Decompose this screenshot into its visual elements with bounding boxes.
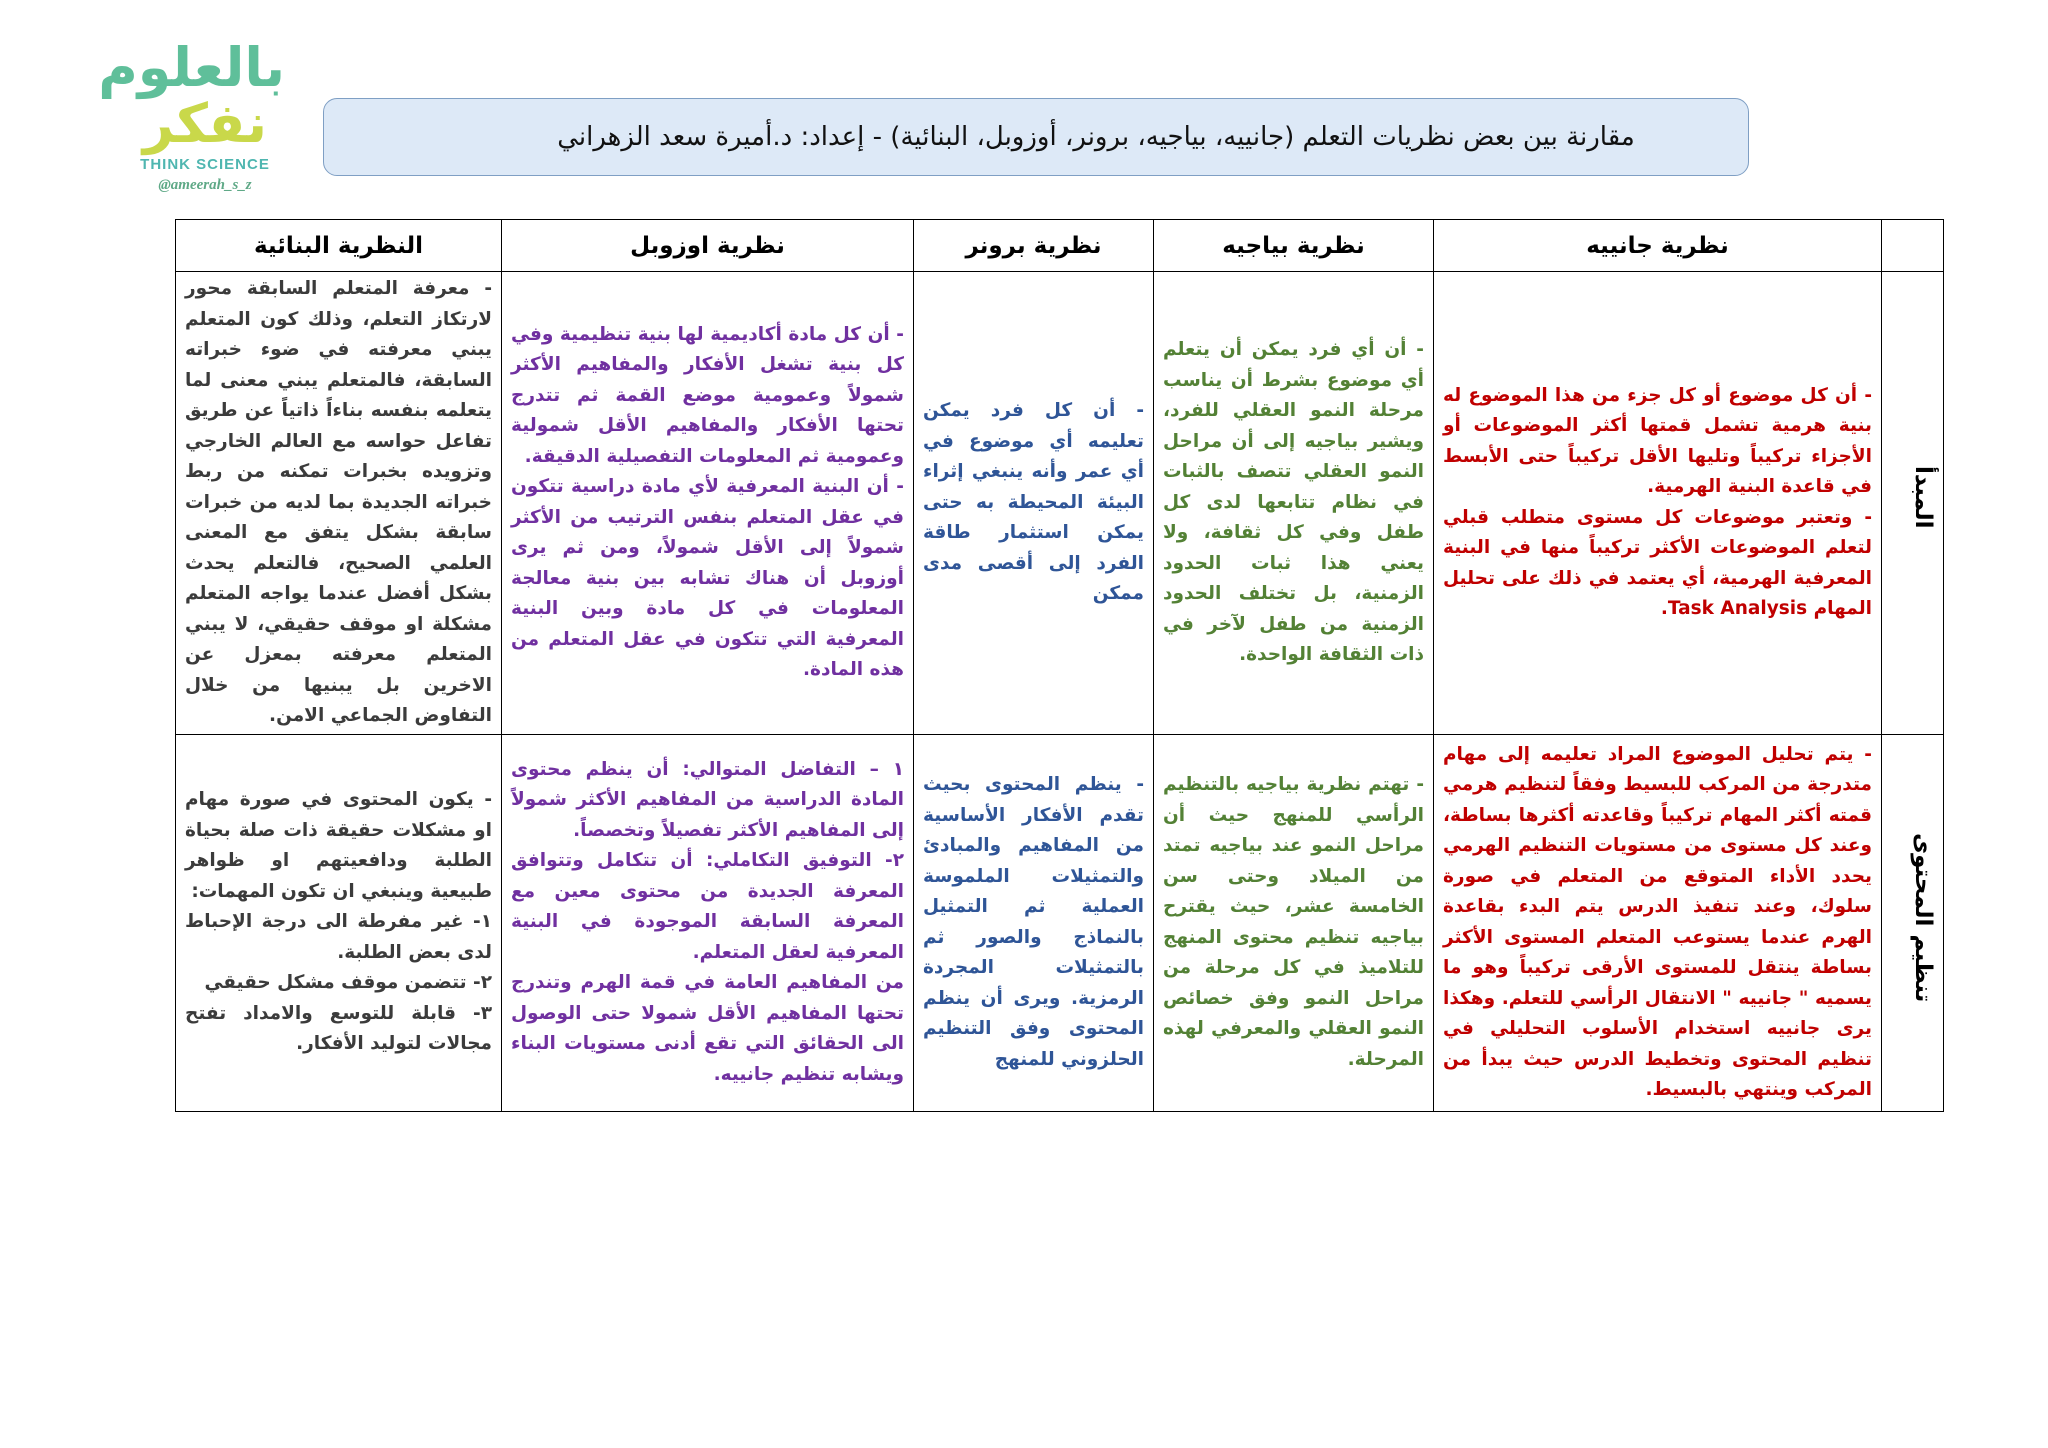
comparison-table xyxy=(175,219,1944,1112)
cell-principle-bruner: - أن كل فرد يمكن تعليمه أي موضوع في أي عمر وأنه ينبغي إثراء البيئة المحيطة به حتى يمكن استثمار طاقة الفرد إلى أقصى مدى ممكن xyxy=(914,272,1154,735)
logo-english: THINK SCIENCE xyxy=(140,156,270,173)
row-label-content-organization xyxy=(1882,734,1944,1111)
table-row-principle xyxy=(176,272,1944,735)
logo-arabic-line1: بالعلوم xyxy=(98,36,285,99)
cell-content-bruner: - ينظم المحتوى بحيث تقدم الأفكار الأساسية من المفاهيم والمبادئ والتمثيلات الملموسة العملية ثم التمثيل بالنماذج والصور ثم بالتمثيلات المجردة الرمزية. ويرى أن ينظم المحتوى وفق التنظيم الحلزوني للمنهج xyxy=(914,734,1154,1111)
row-label-content-organization-text: تنظيم المحتوى xyxy=(1910,832,1936,1002)
cell-principle-constructivist: - معرفة المتعلم السابقة محور لارتكاز التعلم، وذلك كون المتعلم يبني معرفته في ضوء خبراته السابقة، فالمتعلم يبني معنى لما يتعلمه بنفسه بناءاً ذاتياً عن طريق تفاعل حواسه مع العالم الخارجي وتزويده بخبرات تمكنه من ربط خبراته الجديدة بما لديه من خبرات سابقة بشكل يتفق مع المعنى العلمي الصحيح، فالتعلم يحدث بشكل أفضل عندما يواجه المتعلم مشكلة او موقف حقيقي، لا يبني المتعلم معرفته بمعزل عن الاخرين بل يبنيها من خلال التفاوض الجماعي الامن. xyxy=(176,272,502,735)
header-gagne: نظرية جانييه xyxy=(1434,220,1882,272)
page-title: مقارنة بين بعض نظريات التعلم (جانييه، بياجيه، برونر، أوزوبل، البنائية) - إعداد: د.أميرة سعد الزهراني xyxy=(557,122,1635,152)
header-ausubel: نظرية اوزوبل xyxy=(502,220,914,272)
title-banner xyxy=(323,98,1749,176)
logo xyxy=(98,36,285,193)
cell-content-piaget: - تهتم نظرية بياجيه بالتنظيم الرأسي للمنهج حيث أن مراحل النمو عند بياجيه تمتد من الميلاد وحتى سن الخامسة عشر، حيث يقترح بياجيه تنظيم محتوى المنهج للتلاميذ في كل مرحلة من مراحل النمو وفق خصائص النمو العقلي والمعرفي لهذه المرحلة. xyxy=(1154,734,1434,1111)
cell-principle-piaget: - أن أي فرد يمكن أن يتعلم أي موضوع بشرط أن يناسب مرحلة النمو العقلي للفرد، ويشير بياجيه إلى أن مراحل النمو العقلي تتصف بالثبات في نظام تتابعها لدى كل طفل وفي كل ثقافة، ولا يعني هذا ثبات الحدود الزمنية، بل تختلف الحدود الزمنية من طفل لآخر في ذات الثقافة الواحدة. xyxy=(1154,272,1434,735)
cell-principle-gagne: - أن كل موضوع أو كل جزء من هذا الموضوع له بنية هرمية تشمل قمتها أكثر الموضوعات أو الأجزاء تركيباً وتليها الأقل تركيباً حتى الأبسط في قاعدة البنية الهرمية. - وتعتبر موضوعات كل مستوى متطلب قبلي لتعلم الموضوعات الأكثر تركيباً منها في البنية المعرفية الهرمية، أي يعتمد في ذلك على تحليل المهام Task Analysis. xyxy=(1434,272,1882,735)
logo-arabic-line2: نفكر xyxy=(142,92,268,155)
table-row-content-organization xyxy=(176,734,1944,1111)
row-label-principle xyxy=(1882,272,1944,735)
cell-principle-ausubel: - أن كل مادة أكاديمية لها بنية تنظيمية وفي كل بنية تشغل الأفكار والمفاهيم الأكثر شمولاً وعمومية موضع القمة ثم تتدرج تحتها الأفكار والمفاهيم الأقل شمولية وعمومية ثم المعلومات التفصيلية الدقيقة. - أن البنية المعرفية لأي مادة دراسية تتكون في عقل المتعلم بنفس الترتيب من الأكثر شمولاً إلى الأقل شمولاً، ومن ثم يرى أوزوبل أن هناك تشابه بين بنية معالجة المعلومات في كل مادة وبين البنية المعرفية التي تتكون في عقل المتعلم من هذه المادة. xyxy=(502,272,914,735)
logo-handle: @ameerah_s_z xyxy=(158,177,252,193)
cell-content-gagne: - يتم تحليل الموضوع المراد تعليمه إلى مهام متدرجة من المركب للبسيط وفقاً لتنظيم هرمي قمته أكثر المهام تركيباً وقاعدته أكثرها بساطة، وعند كل مستوى من مستويات التنظيم الهرمي يحدد الأداء المتوقع من المتعلم في صورة سلوك، وعند تنفيذ الدرس يتم البدء بقاعدة الهرم عندما يستوعب المتعلم المستوى الأكثر بساطة ينتقل للمستوى الأرقى تركيباً وهو ما يسميه " جانييه " الانتقال الرأسي للتعلم. وهكذا يرى جانييه استخدام الأسلوب التحليلي في تنظيم المحتوى وتخطيط الدرس حيث يبدأ من المركب وينتهي بالبسيط. xyxy=(1434,734,1882,1111)
header-bruner: نظرية برونر xyxy=(914,220,1154,272)
row-label-principle-text: المبدأ xyxy=(1910,466,1936,529)
cell-content-constructivist: - يكون المحتوى في صورة مهام او مشكلات حقيقة ذات صلة بحياة الطلبة ودافعيتهم او ظواهر طبيعية وينبغي ان تكون المهمات: ١- غير مفرطة الى درجة الإحباط لدى بعض الطلبة. ٢- تتضمن موقف مشكل حقيقي ٣- قابلة للتوسع والامداد تفتح مجالات لتوليد الأفكار. xyxy=(176,734,502,1111)
cell-content-ausubel: ١ – التفاضل المتوالي: أن ينظم محتوى المادة الدراسية من المفاهيم الأكثر شمولاً إلى المفاهيم الأكثر تفصيلاً وتخصصاً. ٢- التوفيق التكاملي: أن تتكامل وتتوافق المعرفة الجديدة من محتوى معين مع المعرفة السابقة الموجودة في البنية المعرفية لعقل المتعلم. من المفاهيم العامة في قمة الهرم وتندرج تحتها المفاهيم الأقل شمولا حتى الوصول الى الحقائق التي تقع أدنى مستويات البناء ويشابه تنظيم جانييه. xyxy=(502,734,914,1111)
header-piaget: نظرية بياجيه xyxy=(1154,220,1434,272)
header-corner xyxy=(1882,220,1944,272)
header-constructivist: النظرية البنائية xyxy=(176,220,502,272)
table-header-row xyxy=(176,220,1944,272)
logo-arabic xyxy=(98,36,285,155)
